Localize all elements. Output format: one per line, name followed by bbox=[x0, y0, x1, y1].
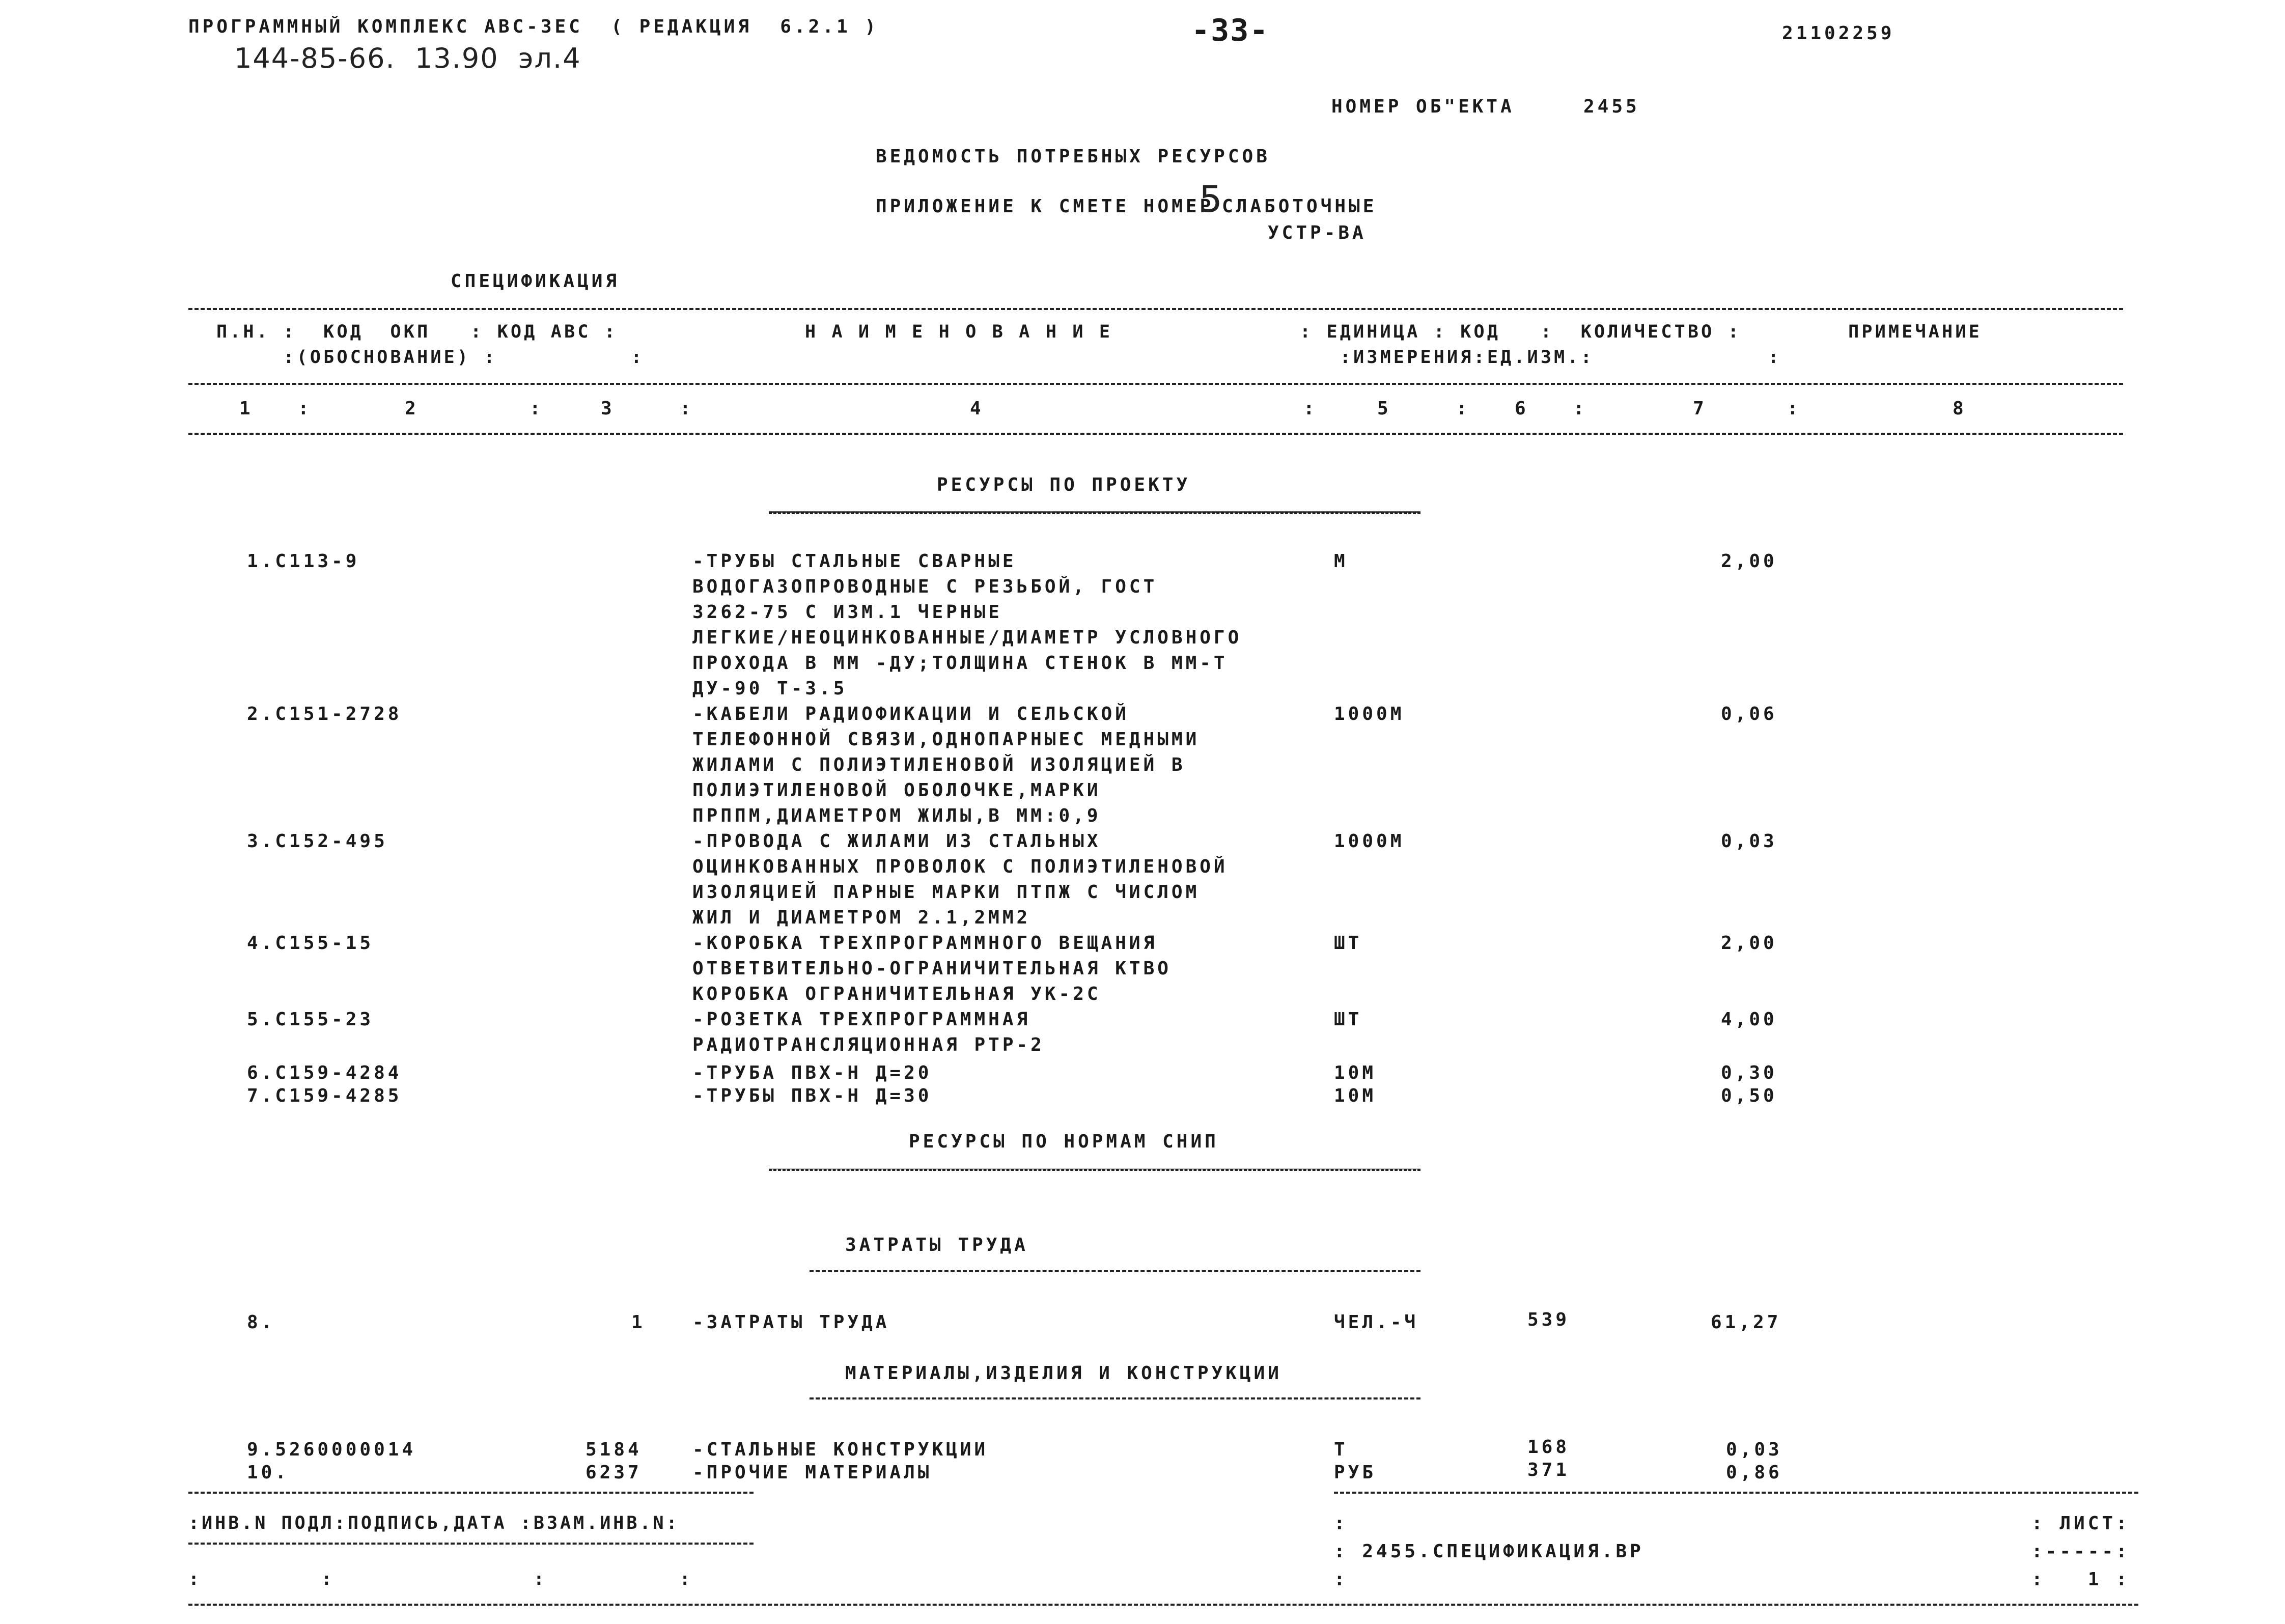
column-number: : bbox=[298, 398, 312, 419]
row-unit: 10М bbox=[1334, 1062, 1377, 1083]
column-number: : bbox=[1303, 398, 1318, 419]
row-code: 3.С152-495 bbox=[247, 831, 388, 852]
labor-qty: 61,27 bbox=[1711, 1312, 1781, 1333]
footer-spec-file: : 2455.СПЕЦИФИКАЦИЯ.ВР bbox=[1334, 1541, 1644, 1562]
column-number: 1 bbox=[239, 398, 254, 419]
row-code: 4.С155-15 bbox=[247, 933, 374, 954]
row-name: -ТРУБЫ ПВХ-Н Д=30 bbox=[692, 1085, 932, 1106]
column-number: : bbox=[1787, 398, 1801, 419]
material-abc: 6237 bbox=[586, 1462, 642, 1483]
rule bbox=[1334, 1492, 2138, 1494]
row-name: -РОЗЕТКА ТРЕХПРОГРАММНАЯ РАДИОТРАНСЛЯЦИОННАЯ РТР-2 bbox=[692, 1009, 1045, 1055]
row-qty: 0,50 bbox=[1721, 1085, 1777, 1106]
row-code: 2.С151-2728 bbox=[247, 704, 402, 724]
table-header-row1: П.Н. : КОД ОКП : КОД АВС : Н А И М Е Н О В А Н И Е : ЕДИНИЦА : КОД : КОЛИЧЕСТВО : ПРИМЕЧАНИЕ bbox=[216, 322, 1982, 342]
column-number: : bbox=[1573, 398, 1587, 419]
column-number: 3 bbox=[601, 398, 615, 419]
column-number: 2 bbox=[405, 398, 419, 419]
page-number: -33- bbox=[1191, 13, 1269, 48]
footer-colon: : bbox=[1334, 1513, 1348, 1534]
section-materials: МАТЕРИАЛЫ,ИЗДЕЛИЯ И КОНСТРУКЦИИ bbox=[845, 1363, 1282, 1384]
rule bbox=[188, 433, 2123, 435]
sheet-dash: :-----: bbox=[2031, 1541, 2130, 1562]
document-code: 21102259 bbox=[1782, 23, 1895, 44]
rule bbox=[188, 308, 2123, 310]
column-number: : bbox=[1456, 398, 1470, 419]
column-number: 8 bbox=[1953, 398, 1967, 419]
row-qty: 0,03 bbox=[1721, 831, 1777, 852]
row-qty: 0,06 bbox=[1721, 704, 1777, 724]
rule bbox=[769, 511, 1420, 514]
material-unit: РУБ bbox=[1334, 1462, 1377, 1483]
subtitle-line2: УСТР-ВА bbox=[1268, 222, 1367, 243]
row-qty: 2,00 bbox=[1721, 933, 1777, 954]
row-name: -ПРОВОДА С ЖИЛАМИ ИЗ СТАЛЬНЫХ ОЦИНКОВАННЫХ ПРОВОЛОК С ПОЛИЭТИЛЕНОВОЙ ИЗОЛЯЦИЕЙ ПАРНЫЕ МАРКИ ПТПЖ С ЧИСЛОМ ЖИЛ И ДИАМЕТРОМ 2.1,2ММ2 bbox=[692, 831, 1228, 928]
row-name: -ТРУБА ПВХ-Н Д=20 bbox=[692, 1062, 932, 1083]
row-name: -КОРОБКА ТРЕХПРОГРАММНОГО ВЕЩАНИЯ ОТВЕТВИТЕЛЬНО-ОГРАНИЧИТЕЛЬНАЯ КТВО КОРОБКА ОГРАНИЧИТЕЛЬНАЯ УК-2С bbox=[692, 933, 1172, 1004]
footer-left-cells: : : : : bbox=[188, 1569, 693, 1589]
row-unit: ШТ bbox=[1334, 1009, 1362, 1030]
material-code: 9.5260000014 bbox=[247, 1439, 416, 1460]
material-qty: 0,86 bbox=[1726, 1462, 1782, 1483]
sheet-label: : ЛИСТ: bbox=[2031, 1513, 2130, 1534]
handwritten-estimate-number: 5 bbox=[1199, 178, 1223, 220]
subtitle-suffix: СЛАБОТОЧНЫЕ bbox=[1222, 196, 1377, 217]
rule bbox=[188, 1604, 2138, 1606]
section-norms: РЕСУРСЫ ПО НОРМАМ СНИП bbox=[909, 1131, 1219, 1152]
row-unit: М bbox=[1334, 551, 1348, 572]
section-project: РЕСУРСЫ ПО ПРОЕКТУ bbox=[937, 474, 1191, 495]
row-name: -ТРУБЫ СТАЛЬНЫЕ СВАРНЫЕ ВОДОГАЗОПРОВОДНЫЕ С РЕЗЬБОЙ, ГОСТ 3262-75 С ИЗМ.1 ЧЕРНЫЕ ЛЕГКИЕ/НЕОЦИНКОВАННЫЕ/ДИАМЕТР УСЛОВНОГО ПРОХОДА В ММ -ДУ;ТОЛЩИНА СТЕНОК В ММ-Т ДУ-90 Т-3.5 bbox=[692, 551, 1242, 699]
material-name: -ПРОЧИЕ МАТЕРИАЛЫ bbox=[692, 1462, 932, 1483]
column-number: 4 bbox=[970, 398, 984, 419]
object-label: НОМЕР ОБ"ЕКТА bbox=[1331, 96, 1515, 117]
handwritten-note: 144-85-66. 13.90 эл.4 bbox=[234, 42, 581, 74]
labor-code: 539 bbox=[1527, 1309, 1570, 1330]
row-unit: 1000М bbox=[1334, 704, 1405, 724]
material-name: -СТАЛЬНЫЕ КОНСТРУКЦИИ bbox=[692, 1439, 989, 1460]
object-number: 2455 bbox=[1583, 96, 1640, 117]
row-code: 1.С113-9 bbox=[247, 551, 360, 572]
footer-left-head: :ИНВ.N ПОДЛ:ПОДПИСЬ,ДАТА :ВЗАМ.ИНВ.N: bbox=[188, 1513, 680, 1533]
labor-unit: ЧЕЛ.-Ч bbox=[1334, 1312, 1419, 1333]
column-number: : bbox=[530, 398, 544, 419]
footer-colon: : bbox=[1334, 1569, 1348, 1590]
row-code: 6.С159-4284 bbox=[247, 1062, 402, 1083]
material-code: 10. bbox=[247, 1462, 290, 1483]
program-title: ПРОГРАММНЫЙ КОМПЛЕКС АВС-ЗЕС ( РЕДАКЦИЯ 6.2.1 ) bbox=[188, 16, 879, 37]
table-header-row2: :(ОБОСНОВАНИЕ) : : :ИЗМЕРЕНИЯ:ЕД.ИЗМ.: : bbox=[216, 347, 1781, 368]
rule bbox=[810, 1397, 1420, 1399]
material-qty: 0,03 bbox=[1726, 1439, 1782, 1460]
row-unit: 1000М bbox=[1334, 831, 1405, 852]
material-unit: Т bbox=[1334, 1439, 1348, 1460]
section-labor: ЗАТРАТЫ ТРУДА bbox=[845, 1235, 1028, 1255]
sheet-number: : 1 : bbox=[2031, 1569, 2130, 1590]
column-number: 6 bbox=[1515, 398, 1529, 419]
material-code-unit: 168 bbox=[1527, 1437, 1570, 1458]
row-unit: ШТ bbox=[1334, 933, 1362, 954]
row-qty: 4,00 bbox=[1721, 1009, 1777, 1030]
column-number: 5 bbox=[1377, 398, 1391, 419]
spec-label: СПЕЦИФИКАЦИЯ bbox=[451, 271, 620, 292]
document-title: ВЕДОМОСТЬ ПОТРЕБНЫХ РЕСУРСОВ bbox=[876, 146, 1270, 167]
rule bbox=[769, 1168, 1420, 1171]
row-code: 5.С155-23 bbox=[247, 1009, 374, 1030]
row-qty: 2,00 bbox=[1721, 551, 1777, 572]
column-number: : bbox=[680, 398, 694, 419]
row-name: -КАБЕЛИ РАДИОФИКАЦИИ И СЕЛЬСКОЙ ТЕЛЕФОННОЙ СВЯЗИ,ОДНОПАРНЫЕС МЕДНЫМИ ЖИЛАМИ С ПОЛИЭТИЛЕНОВОЙ ИЗОЛЯЦИЕЙ В ПОЛИЭТИЛЕНОВОЙ ОБОЛОЧКЕ,МАРКИ ПРППМ,ДИАМЕТРОМ ЖИЛЫ,В ММ:0,9 bbox=[692, 704, 1200, 826]
labor-pn: 8. bbox=[247, 1312, 275, 1333]
row-code: 7.С159-4285 bbox=[247, 1085, 402, 1106]
labor-name: -ЗАТРАТЫ ТРУДА bbox=[692, 1312, 890, 1333]
material-abc: 5184 bbox=[586, 1439, 642, 1460]
row-qty: 0,30 bbox=[1721, 1062, 1777, 1083]
rule bbox=[810, 1270, 1420, 1272]
subtitle-prefix: ПРИЛОЖЕНИЕ К СМЕТЕ НОМЕР bbox=[876, 196, 1214, 217]
row-unit: 10М bbox=[1334, 1085, 1377, 1106]
column-number: 7 bbox=[1693, 398, 1707, 419]
material-code-unit: 371 bbox=[1527, 1460, 1570, 1480]
rule bbox=[188, 1492, 754, 1494]
rule bbox=[188, 383, 2123, 385]
rule bbox=[188, 1543, 754, 1545]
labor-abc: 1 bbox=[631, 1312, 646, 1333]
